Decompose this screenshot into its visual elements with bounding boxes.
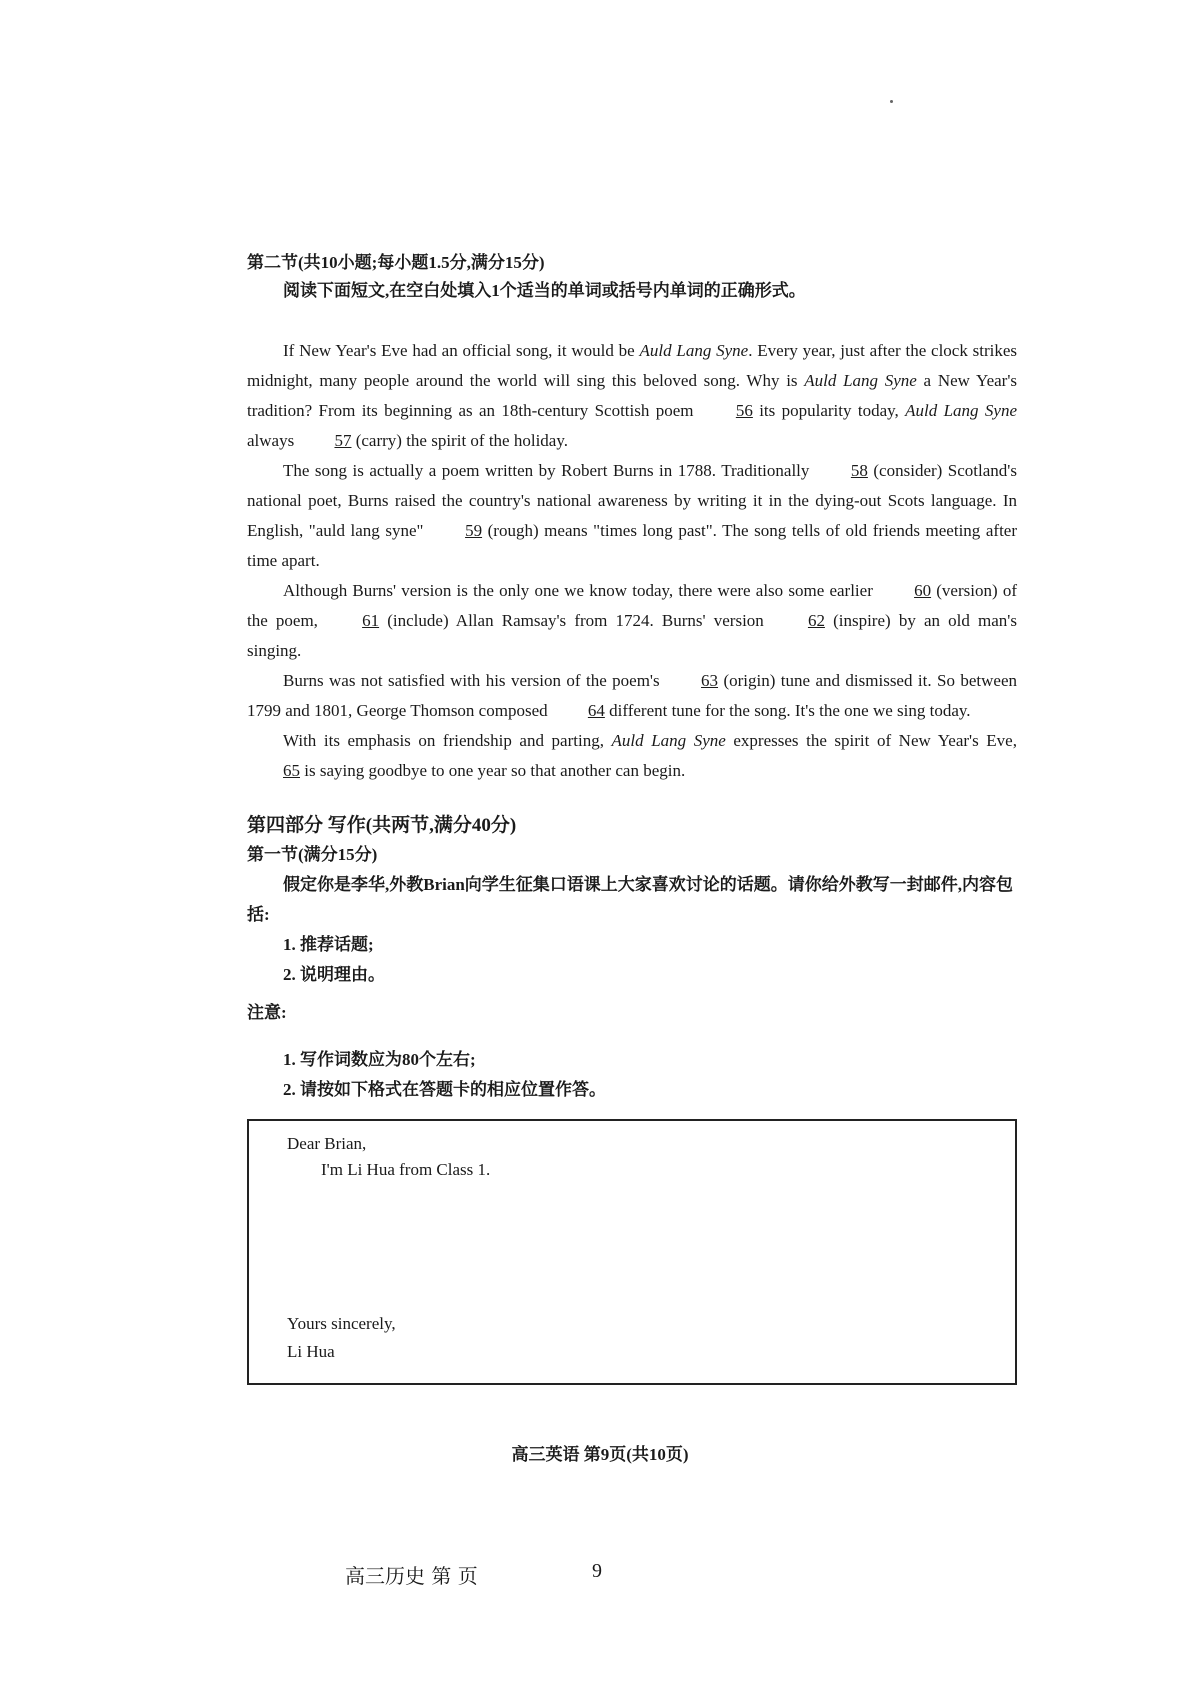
text: a New Year's tradition? From its beginning as an 18th-century Scottish poem (247, 371, 1018, 420)
prompt-item-2: 2. 说明理由。 (283, 965, 385, 984)
text: (include) Allan Ramsay's from 1724. Burns' version (379, 611, 772, 630)
blank-56[interactable]: 56 (735, 401, 753, 420)
note-item-1: 1. 写作词数应为80个左右; (283, 1050, 476, 1069)
blank-58[interactable]: 58 (850, 461, 868, 480)
letter-signature: Li Hua (287, 1342, 335, 1361)
text: (rough) means "times long past". The song tells of old friends meeting after time apart. (247, 521, 1017, 570)
note-title: 注意: (247, 1003, 287, 1022)
letter-format-box (247, 1119, 1017, 1385)
paragraph-4 (247, 666, 1017, 726)
paragraph-3 (247, 576, 1017, 666)
scan-speck (890, 100, 893, 103)
part-title: 第四部分 写作(共两节,满分40分) (247, 815, 517, 836)
page-footer: 高三英语 第9页(共10页) (511, 1445, 689, 1464)
song-title: Auld Lang Syne (611, 731, 726, 750)
letter-intro: I'm Li Hua from Class 1. (321, 1160, 491, 1179)
text: Although Burns' version is the only one we know today, there were also some earlier (283, 581, 879, 600)
text: . Every year, just after the clock strikes midnight, many people around the world will sing this beloved song. Why is (247, 341, 1018, 390)
letter-greeting: Dear Brian, (287, 1134, 367, 1153)
blank-64[interactable]: 64 (587, 701, 605, 720)
subsection-title: 第一节(满分15分) (247, 845, 378, 864)
text: its popularity today, (752, 401, 906, 420)
text: is saying goodbye to one year so that another can begin. (300, 761, 686, 780)
paragraph-1 (247, 336, 1017, 456)
text: always (247, 431, 299, 450)
text: The song is actually a poem written by Robert Burns in 1788. Traditionally (283, 461, 815, 480)
note-item-2: 2. 请按如下格式在答题卡的相应位置作答。 (283, 1080, 606, 1099)
text: (carry) the spirit of the holiday. (351, 431, 568, 450)
song-title: Auld Lang Syne (639, 341, 749, 360)
text: expresses the spirit of New Year's Eve, (725, 731, 1017, 750)
text: If New Year's Eve had an official song, it would be (283, 341, 640, 360)
text: different tune for the song. It's the one we sing today. (604, 701, 971, 720)
text: (inspire) by an old man's singing. (247, 611, 1017, 660)
text: (consider) Scotland's national poet, Burns raised the country's national awareness by writing it in the dying-out Scots language. In English, "auld lang syne" (247, 461, 1017, 540)
blank-60[interactable]: 60 (914, 581, 932, 600)
section-title: 第二节(共10小题;每小题1.5分,满分15分) (247, 253, 545, 272)
cloze-passage (247, 336, 1017, 786)
text: (version) of the poem, (247, 581, 1017, 630)
section-instruction: 阅读下面短文,在空白处填入1个适当的单词或括号内单词的正确形式。 (283, 281, 806, 300)
song-title: Auld Lang Syne (905, 401, 1018, 420)
blank-62[interactable]: 62 (807, 611, 825, 630)
blank-59[interactable]: 59 (465, 521, 483, 540)
song-title: Auld Lang Syne (804, 371, 917, 390)
bottom-label: 高三历史 第 页 (345, 1564, 478, 1588)
blank-57[interactable]: 57 (334, 431, 352, 450)
text: Burns was not satisfied with his version of the poem's (283, 671, 666, 690)
blank-63[interactable]: 63 (701, 671, 719, 690)
main-content (247, 250, 1017, 1385)
prompt-item-1: 1. 推荐话题; (283, 935, 374, 954)
blank-65[interactable]: 65 (283, 761, 300, 780)
bottom-page-number: 9 (592, 1560, 602, 1582)
paragraph-2 (247, 456, 1017, 576)
writing-section (247, 812, 1017, 1385)
blank-61[interactable]: 61 (362, 611, 380, 630)
writing-prompt: 假定你是李华,外教Brian向学生征集口语课上大家喜欢讨论的话题。请你给外教写一封邮件,内容包括: (247, 875, 1014, 924)
letter-closing: Yours sincerely, (287, 1314, 396, 1333)
text: With its emphasis on friendship and parting, (283, 731, 612, 750)
text: (origin) tune and dismissed it. So between 1799 and 1801, George Thomson composed (247, 671, 1017, 720)
paragraph-5 (247, 726, 1017, 786)
